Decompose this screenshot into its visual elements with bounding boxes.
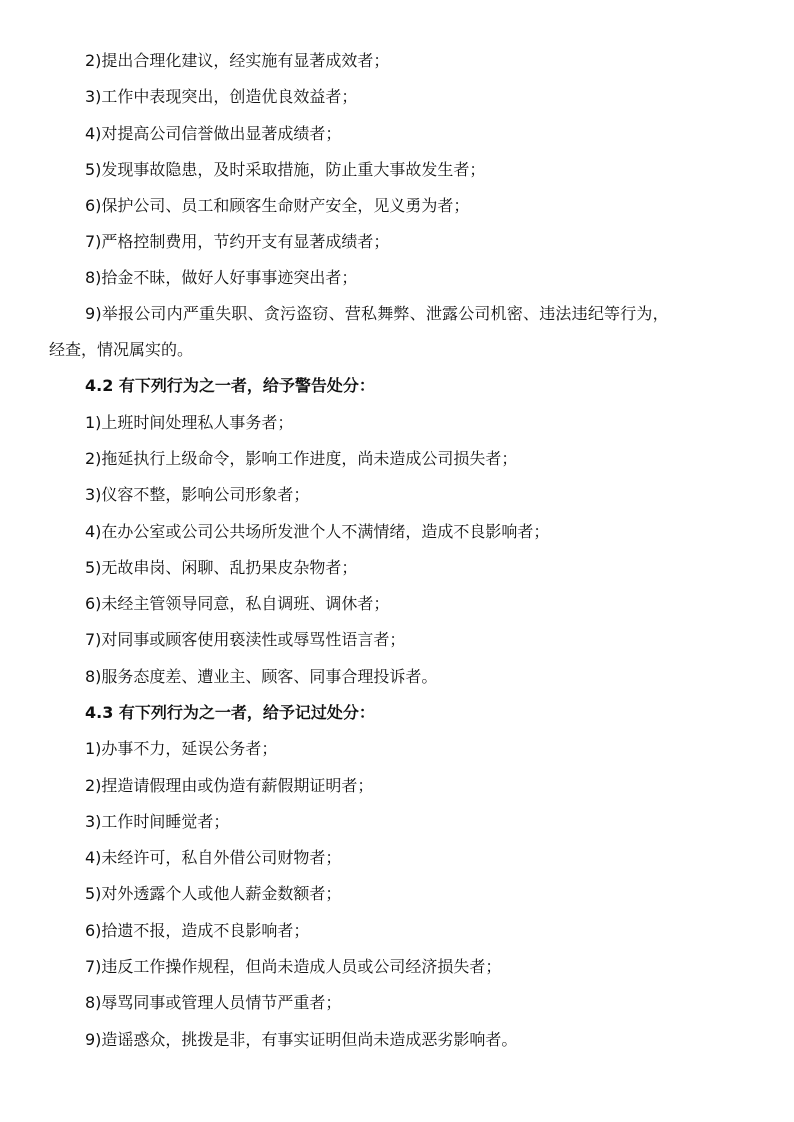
- list-item: 3)工作时间睡觉者；: [85, 812, 230, 831]
- list-item: 3)工作中表现突出，创造优良效益者；: [85, 87, 358, 106]
- list-item: 6)拾遗不报，造成不良影响者；: [85, 921, 310, 940]
- list-item: 3)仪容不整，影响公司形象者；: [85, 485, 310, 504]
- list-item: 5)无故串岗、闲聊、乱扔果皮杂物者；: [85, 558, 358, 577]
- list-item: 1)上班时间处理私人事务者；: [85, 413, 294, 432]
- list-item: 2)提出合理化建议，经实施有显著成效者；: [85, 51, 390, 70]
- list-item-continuation: 经查，情况属实的。: [49, 340, 194, 359]
- list-item: 5)对外透露个人或他人薪金数额者；: [85, 884, 342, 903]
- list-item: 5)发现事故隐患，及时采取措施，防止重大事故发生者；: [85, 160, 486, 179]
- list-item: 9)举报公司内严重失职、贪污盗窃、营私舞弊、泄露公司机密、违法违纪等行为，: [85, 304, 669, 323]
- list-item: 7)对同事或顾客使用亵渎性或辱骂性语言者；: [85, 630, 406, 649]
- list-item: 9)造谣惑众，挑拨是非，有事实证明但尚未造成恶劣影响者。: [85, 1030, 518, 1049]
- list-item: 2)捏造请假理由或伪造有薪假期证明者；: [85, 776, 374, 795]
- list-item: 7)违反工作操作规程，但尚未造成人员或公司经济损失者；: [85, 957, 502, 976]
- list-item: 8)服务态度差、遭业主、顾客、同事合理投诉者。: [85, 667, 438, 686]
- list-item: 1)办事不力，延误公务者；: [85, 739, 278, 758]
- list-item: 4)未经许可，私自外借公司财物者；: [85, 848, 342, 867]
- list-item: 2)拖延执行上级命令，影响工作进度，尚未造成公司损失者；: [85, 449, 518, 468]
- list-item: 8)拾金不昧，做好人好事事迹突出者；: [85, 268, 358, 287]
- list-item: 4)对提高公司信誉做出显著成绩者；: [85, 124, 342, 143]
- section-heading-4-3: 4.3 有下列行为之一者，给予记过处分：: [85, 703, 375, 722]
- list-item: 6)未经主管领导同意，私自调班、调休者；: [85, 594, 390, 613]
- list-item: 4)在办公室或公司公共场所发泄个人不满情绪，造成不良影响者；: [85, 522, 550, 541]
- list-item: 7)严格控制费用，节约开支有显著成绩者；: [85, 232, 390, 251]
- list-item: 6)保护公司、员工和顾客生命财产安全，见义勇为者；: [85, 196, 470, 215]
- section-heading-4-2: 4.2 有下列行为之一者，给予警告处分：: [85, 376, 375, 395]
- list-item: 8)辱骂同事或管理人员情节严重者；: [85, 993, 342, 1012]
